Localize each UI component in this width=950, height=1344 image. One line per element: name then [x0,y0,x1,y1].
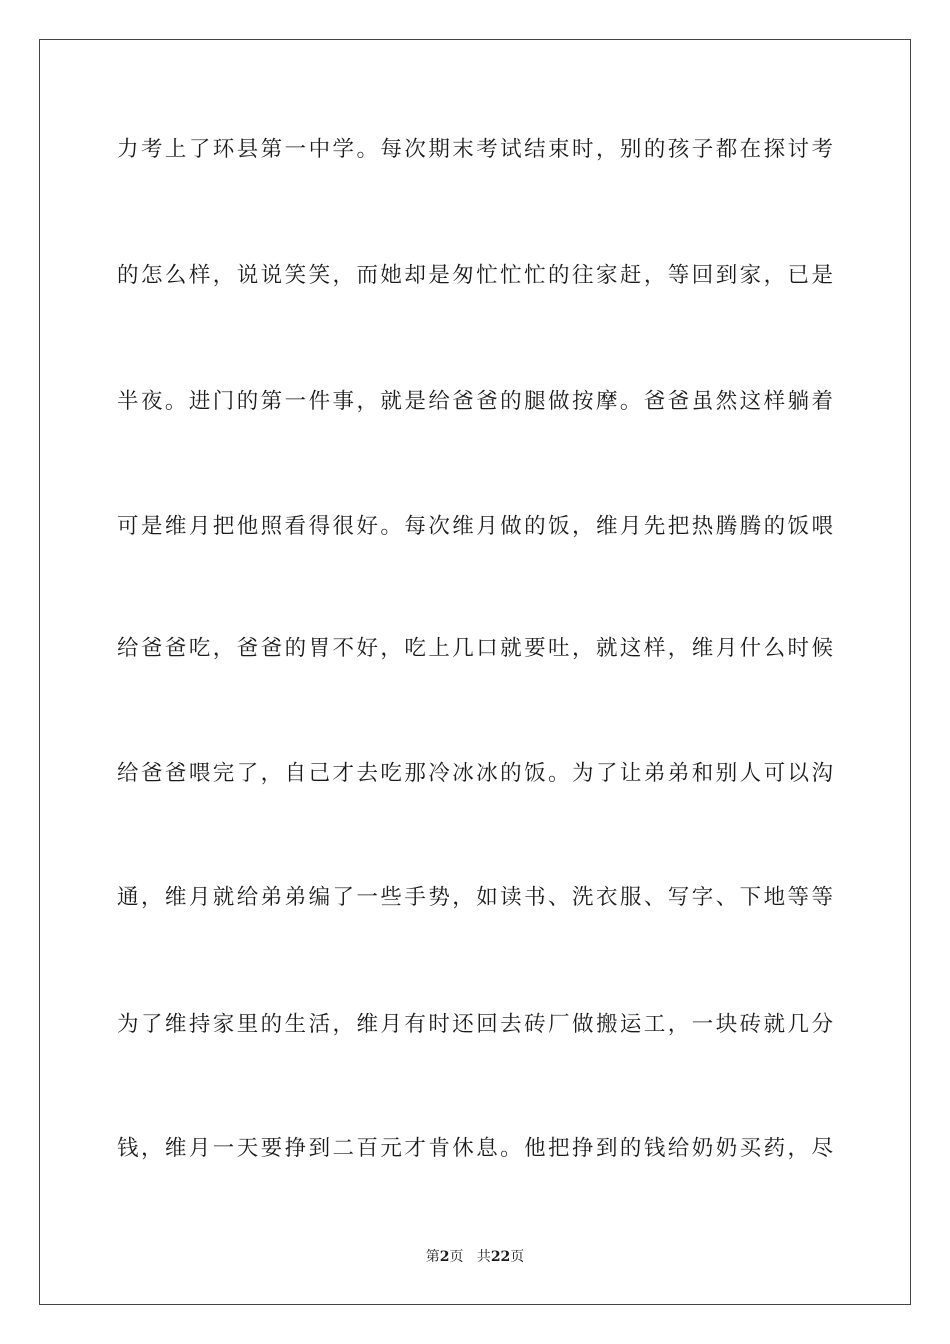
page-footer [0,1248,950,1266]
text-line: 给爸爸喂完了，自己才去吃那冷冰冰的饭。为了让弟弟和别人可以沟 [117,761,833,786]
page-suffix: 页 [449,1249,464,1265]
total-pages: 22 [490,1249,511,1265]
text-line: 钱，维月一天要挣到二百元才肯休息。他把挣到的钱给奶奶买药，尽 [117,1136,833,1161]
page-number: 2 [439,1249,450,1265]
page-prefix: 第 [425,1249,440,1265]
text-line: 的怎么样，说说笑笑，而她却是匆忙忙忙的往家赶，等回到家，已是 [117,263,833,288]
text-line: 通，维月就给弟弟编了一些手势，如读书、洗衣服、写字、下地等等 [117,885,833,910]
text-line: 力考上了环县第一中学。每次期末考试结束时，别的孩子都在探讨考 [117,137,833,162]
total-prefix: 共 [476,1249,491,1265]
page-border [39,39,911,1305]
text-line: 可是维月把他照看得很好。每次维月做的饭，维月先把热腾腾的饭喂 [117,514,833,539]
text-line: 给爸爸吃，爸爸的胃不好，吃上几口就要吐，就这样，维月什么时候 [117,636,833,661]
text-line: 为了维持家里的生活，维月有时还回去砖厂做搬运工，一块砖就几分 [117,1012,833,1037]
total-suffix: 页 [510,1249,525,1265]
text-line: 半夜。进门的第一件事，就是给爸爸的腿做按摩。爸爸虽然这样躺着 [117,389,833,414]
